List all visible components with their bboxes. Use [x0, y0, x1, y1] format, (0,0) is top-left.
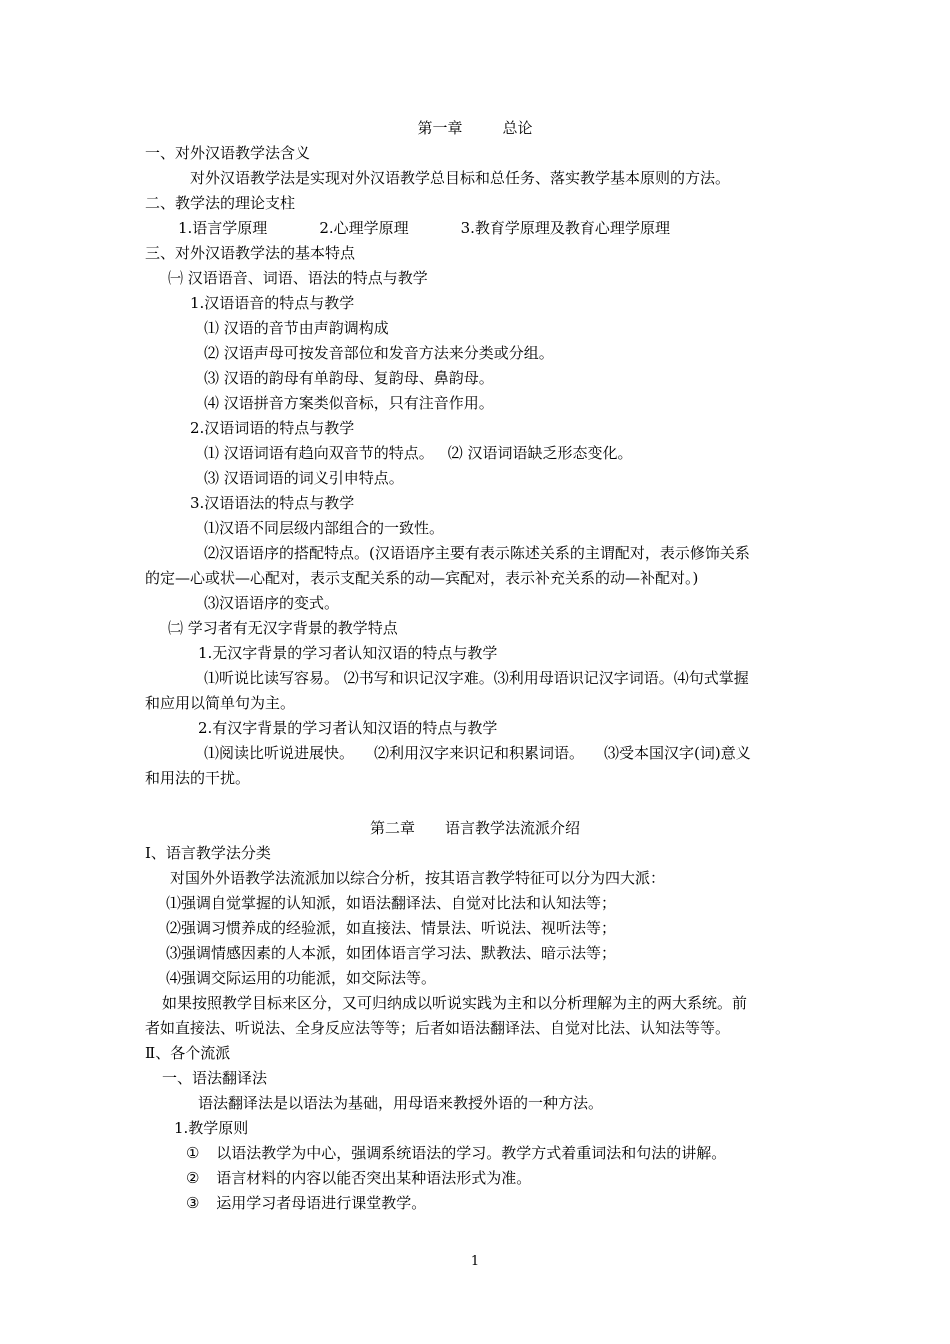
list-item: ⑴汉语不同层级内部组合的一致性。: [204, 519, 445, 537]
theory-item: 3.教育学原理及教育心理学原理: [460, 219, 670, 237]
list-item: ⑶强调情感因素的人本派，如团体语言学习法、默教法、暗示法等；: [166, 944, 617, 962]
list-item-text: ⑵利用汉字来识记和积累词语。: [374, 744, 585, 762]
part-2-heading: ㈡ 学习者有无汉字背景的教学特点: [168, 619, 398, 637]
chapter-2-title: [0, 818, 950, 838]
principle-item: [186, 1143, 726, 1163]
list-item: ⑷强调交际运用的功能派，如交际法等。: [166, 969, 437, 987]
principle-item: [186, 1168, 531, 1188]
list-item: ⑶ 汉语词语的词义引申特点。: [204, 469, 404, 487]
list-item: ⑴强调自觉掌握的认知派，如语法翻译法、自觉对比法和认知法等；: [166, 894, 617, 912]
list-item-continuation: 的定—心或状—心配对，表示支配关系的动—宾配对，表示补充关系的动—补配对。): [145, 569, 699, 587]
principle-text: 语言材料的内容以能否突出某种语法形式为准。: [216, 1169, 532, 1187]
paragraph-line: 者如直接法、听说法、全身反应法等等；后者如语法翻译法、自觉对比法、认知法等等。: [145, 1019, 731, 1037]
list-item: ⑵汉语语序的搭配特点。(汉语语序主要有表示陈述关系的主谓配对，表示修饰关系: [204, 544, 750, 562]
list-item: ⑴ 汉语的音节由声韵调构成: [204, 319, 389, 337]
list-item: ⑵强调习惯养成的经验派，如直接法、情景法、听说法、视听法等；: [166, 919, 617, 937]
list-item-text: ⑵ 汉语词语缺乏形态变化。: [447, 444, 633, 462]
principles-heading: 1.教学原则: [174, 1119, 249, 1137]
chapter-2-name: 语言教学法流派介绍: [445, 819, 581, 837]
subsection-no-hanzi-heading: 1.无汉字背景的学习者认知汉语的特点与教学: [198, 644, 498, 662]
list-item: ⑶汉语语序的变式。: [204, 594, 340, 612]
part-1-heading: ㈠ 汉语语音、词语、语法的特点与教学: [168, 269, 428, 287]
paragraph-line: 如果按照教学目标来区分，又可归纳成以听说实践为主和以分析理解为主的两大系统。前: [162, 994, 748, 1012]
section-I-intro: 对国外外语教学法流派加以综合分析，按其语言教学特征可以分为四大派：: [170, 869, 666, 887]
paragraph-line: ⑴听说比读写容易。 ⑵书写和识记汉字难。⑶利用母语识记汉字词语。⑷句式掌握: [204, 669, 749, 687]
section-2-items: [178, 218, 670, 238]
principle-text: 运用学习者母语进行课堂教学。: [216, 1194, 427, 1212]
list-item-text: ⑴阅读比听说进展快。: [204, 744, 355, 762]
circled-number: ③: [186, 1194, 200, 1212]
paragraph-line: 和应用以简单句为主。: [145, 694, 296, 712]
paragraph-line: 和用法的干扰。: [145, 769, 251, 787]
list-item: ⑶ 汉语的韵母有单韵母、复韵母、鼻韵母。: [204, 369, 494, 387]
section-3-heading: 三、对外汉语教学法的基本特点: [145, 244, 356, 262]
list-item: ⑵ 汉语声母可按发音部位和发音方法来分类或分组。: [204, 344, 554, 362]
chapter-1-number: 第一章: [417, 119, 463, 137]
circled-number: ②: [186, 1169, 200, 1187]
chapter-1-title: [0, 118, 950, 138]
paragraph-line: [204, 743, 751, 763]
section-I-heading: Ⅰ、语言教学法分类: [145, 844, 271, 862]
list-item-text: ⑴ 汉语词语有趋向双音节的特点。: [204, 444, 434, 462]
subsection-vocabulary-heading: 2.汉语词语的特点与教学: [190, 419, 355, 437]
theory-item: 1.语言学原理: [178, 219, 268, 237]
chapter-1-name: 总论: [502, 119, 533, 137]
method-1-definition: 语法翻译法是以语法为基础，用母语来教授外语的一种方法。: [198, 1094, 604, 1112]
section-1-text: 对外汉语教学法是实现对外汉语教学总目标和总任务、落实教学基本原则的方法。: [190, 169, 731, 187]
section-1-heading: 一、对外汉语教学法含义: [145, 144, 311, 162]
method-1-heading: 一、语法翻译法: [162, 1069, 268, 1087]
section-2-heading: 二、教学法的理论支柱: [145, 194, 296, 212]
principle-item: [186, 1193, 426, 1213]
theory-item: 2.心理学原理: [319, 219, 409, 237]
page-number: 1: [470, 1254, 480, 1269]
list-item: ⑷ 汉语拼音方案类似音标，只有注音作用。: [204, 394, 494, 412]
section-II-heading: Ⅱ、各个流派: [145, 1044, 231, 1062]
subsection-with-hanzi-heading: 2.有汉字背景的学习者认知汉语的特点与教学: [198, 719, 498, 737]
subsection-grammar-heading: 3.汉语语法的特点与教学: [190, 494, 355, 512]
subsection-phonetics-heading: 1.汉语语音的特点与教学: [190, 294, 355, 312]
circled-number: ①: [186, 1144, 200, 1162]
principle-text: 以语法教学为中心，强调系统语法的学习。教学方式着重词法和句法的讲解。: [216, 1144, 727, 1162]
list-item: [204, 443, 633, 463]
list-item-text: ⑶受本国汉字(词)意义: [604, 744, 751, 762]
chapter-2-number: 第二章: [369, 819, 415, 837]
